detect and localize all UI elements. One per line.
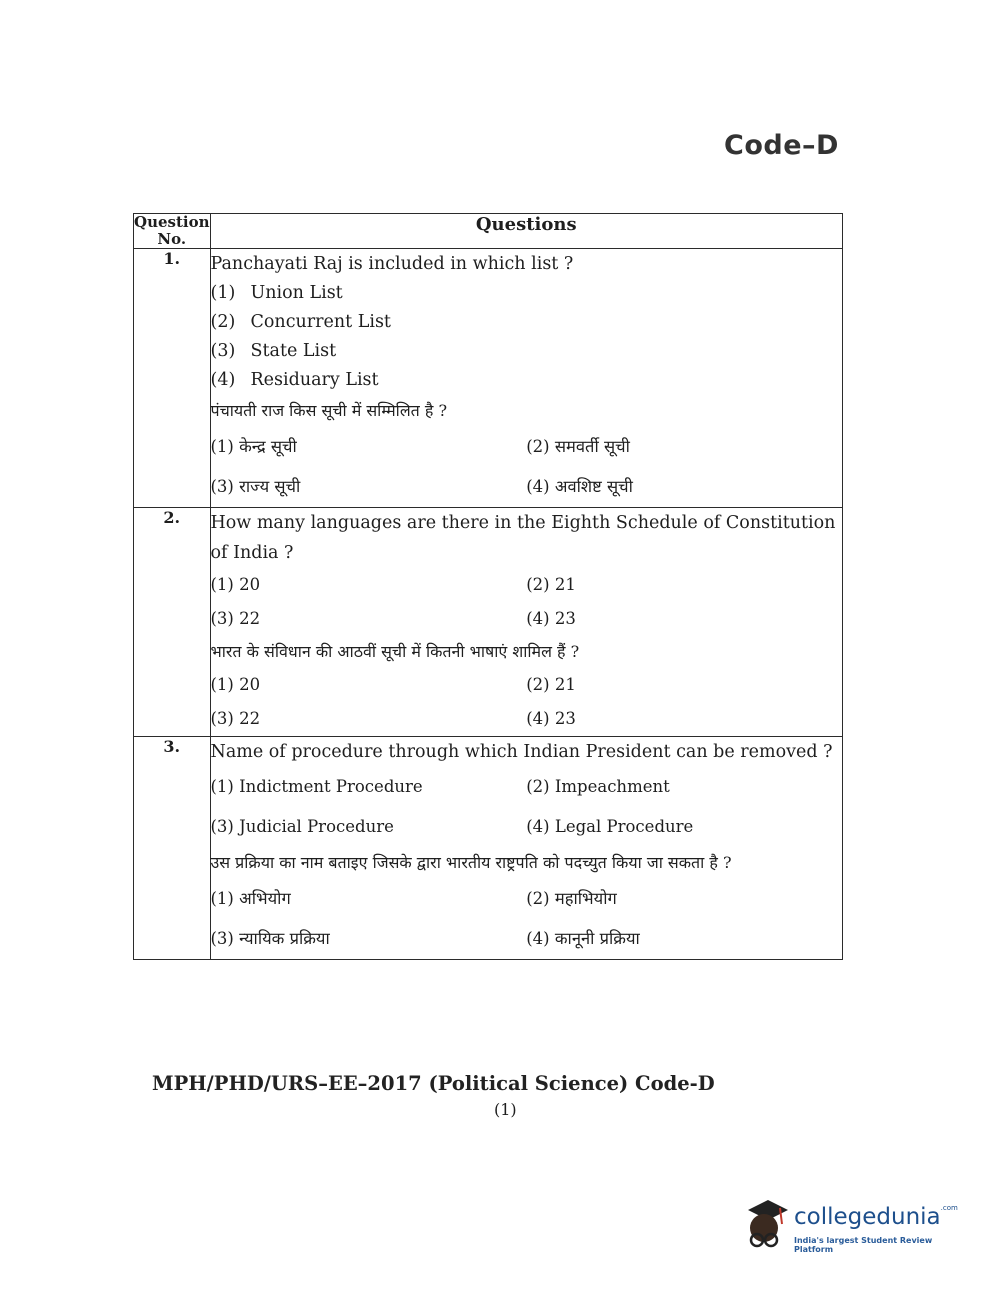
question-stem-hindi: उस प्रक्रिया का नाम बताइए जिसके द्वारा भारतीय राष्ट्रपति को पदच्युत किया जा सकता है ?: [210, 853, 732, 872]
option: (2) 21: [526, 575, 576, 594]
collegedunia-logo: [738, 1196, 963, 1256]
question-number-header: Question No.: [134, 213, 210, 248]
option: (1) 20: [210, 575, 261, 594]
option: (4) 23: [526, 709, 576, 728]
option: (2) महाभियोग: [526, 889, 617, 908]
question-row-3: [134, 737, 843, 960]
options-english: [211, 568, 843, 636]
option: (2) 21: [526, 675, 576, 694]
table-header-row: [134, 214, 843, 249]
question-stem-hindi: भारत के संविधान की आठवीं सूची में कितनी भाषाएं शामिल हैं ?: [210, 642, 580, 661]
option: (3) न्यायिक प्रक्रिया: [210, 929, 330, 948]
question-body: [210, 508, 843, 737]
page-number: (1): [494, 1100, 517, 1119]
option: (2) Concurrent List: [210, 312, 391, 332]
question-number: 1.: [134, 249, 211, 508]
question-body: [210, 737, 843, 960]
logo-tagline: India's largest Student Review Platform: [794, 1236, 933, 1254]
option: (4) Legal Procedure: [526, 817, 694, 836]
questions-header: Questions: [210, 214, 843, 249]
booklet-code: Code–D: [724, 130, 839, 161]
option: (3) 22: [210, 609, 261, 628]
question-row-1: [134, 249, 843, 508]
option: (3) State List: [210, 341, 337, 361]
question-stem-english: How many languages are there in the Eighth Schedule of Constitution of India ?: [210, 513, 836, 563]
question-row-2: [134, 508, 843, 737]
question-table: [133, 213, 843, 960]
question-stem-english: Name of procedure through which Indian President can be removed ?: [210, 742, 833, 762]
question-stem-hindi: पंचायती राज किस सूची में सम्मिलित है ?: [210, 401, 448, 420]
option: (1) केन्द्र सूची: [210, 437, 297, 456]
option: (1) 20: [210, 675, 261, 694]
option: (4) कानूनी प्रक्रिया: [526, 929, 640, 948]
options-english: [211, 767, 843, 847]
option: (2) Impeachment: [526, 777, 670, 796]
question-body: [210, 249, 843, 508]
option: (1) अभियोग: [210, 889, 291, 908]
mascot-icon: [738, 1196, 792, 1252]
logo-wordmark: collegedunia$^{.com}$: [794, 1204, 958, 1230]
option: (1) Union List: [210, 283, 343, 303]
option: (3) 22: [210, 709, 261, 728]
option: (3) राज्य सूची: [210, 477, 301, 496]
paper-footer-title: MPH/PHD/URS–EE–2017 (Political Science) Code-D: [152, 1072, 715, 1095]
options-hindi: [211, 427, 843, 507]
question-number: 2.: [134, 508, 211, 737]
option: (4) Residuary List: [210, 370, 379, 390]
option: (1) Indictment Procedure: [210, 777, 423, 796]
options-hindi: [211, 668, 843, 736]
option: (2) समवर्ती सूची: [526, 437, 630, 456]
option: (4) अवशिष्ट सूची: [526, 477, 633, 496]
options-english: [211, 279, 843, 395]
question-number: 3.: [134, 737, 211, 960]
options-hindi: [211, 879, 843, 959]
option: (3) Judicial Procedure: [210, 817, 394, 836]
question-stem-english: Panchayati Raj is included in which list ?: [210, 254, 574, 274]
option: (4) 23: [526, 609, 576, 628]
